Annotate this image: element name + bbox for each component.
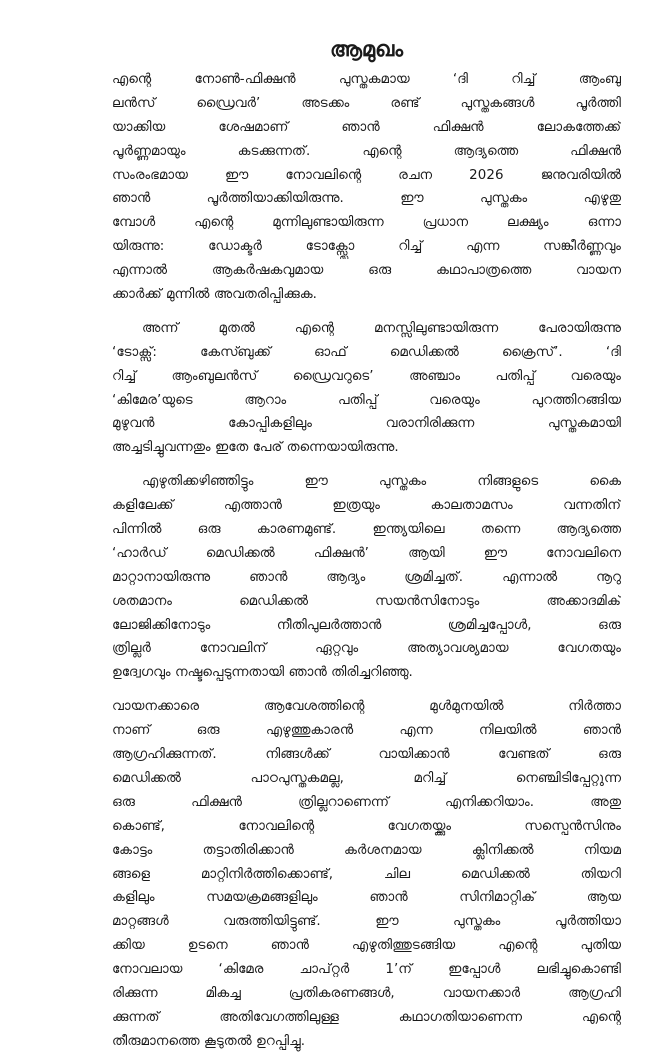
- text-line: എന്റെ നോൺ-ഫിക്ഷൻ പുസ്തകമായ ‘ദി റിച്ച് ആംബു: [112, 72, 621, 87]
- text-line: മുഴുവൻ കോപ്പികളിലും വരാനിരിക്കുന്ന പുസ്തകമായി: [112, 416, 621, 432]
- text-line: ആഗ്രഹിക്കുന്നത്. നിങ്ങൾക്ക് വായിക്കാൻ വേണ്ടത് ഒരു: [112, 747, 621, 763]
- text-line: ‘ഹാർഡ് മെഡിക്കൽ ഫിക്ഷൻ’ ആയി ഈ നോവലിനെ: [112, 545, 621, 561]
- text-line: ഒരു ഫിക്ഷൻ ത്രില്ലറാണെന്ന് എനിക്കറിയാം. അതു: [112, 794, 621, 810]
- text-line: മ്പോൾ എന്റെ മുന്നിലുണ്ടായിരുന്ന പ്രധാന ലക്ഷ്യം ഒന്നാ: [112, 215, 621, 231]
- text-line: മാറ്റങ്ങൾ വരുത്തിയിട്ടുണ്ട്. ഈ പുസ്തകം പൂർത്തിയാ: [112, 914, 621, 930]
- text-line: വായനക്കാരെ ആവേശത്തിന്റെ മുൾമുനയിൽ നിർത്താ: [112, 699, 621, 715]
- text-line: നാണ് ഒരു എഴുത്തുകാരൻ എന്ന നിലയിൽ ഞാൻ: [112, 723, 621, 739]
- text-line: പിന്നിൽ ഒരു കാരണമുണ്ട്. ഇന്ത്യയിലെ തന്നെ ആദ്യത്തെ: [112, 522, 621, 538]
- text-line: റിച്ച് ആംബുലൻസ് ഡ്രൈവറുടെ’ അഞ്ചാം പതിപ്പ് വരെയും: [112, 368, 621, 384]
- text-line: ‘ടോക്സ്: കേസ്ബുക്ക് ഓഫ് മെഡിക്കൽ ക്രൈസ്’. ‘ദി: [112, 344, 621, 360]
- text-line: ക്കിയ ഉടനെ ഞാൻ എഴുതിത്തുടങ്ങിയ എന്റെ പുതിയ: [112, 938, 621, 954]
- text-line: ത്രില്ലർ നോവലിന് ഏറ്റവും അത്യാവശ്യമായ വേഗതയും: [112, 641, 621, 657]
- page-title: ആമുഖം: [329, 37, 404, 61]
- text-line: യാക്കിയ ശേഷമാണ് ഞാൻ ഫിക്ഷൻ ലോകത്തേക്ക്: [112, 119, 621, 135]
- paragraph: [112, 68, 621, 307]
- text-line: ഉദ്വേഗവും നഷ്ടപ്പെടുന്നതായി ഞാൻ തിരിച്ചറിഞ്ഞു.: [112, 665, 413, 681]
- text-line: ക്കാർക്ക് മുന്നിൽ അവതരിപ്പിക്കുക.: [112, 287, 317, 303]
- text-line: യിരുന്നു: ഡോക്ടർ ടോക്സ്ലോ റിച്ച് എന്ന സങ്കീർണ്ണവും: [112, 239, 621, 255]
- text-line: കളിലേക്ക് എത്താൻ ഇത്രയും കാലതാമസം വന്നതിന്: [112, 498, 621, 514]
- text-line: ‘കിമേര’യുടെ ആറാം പതിപ്പ് വരെയും പുറത്തിറങ്ങിയ: [112, 392, 621, 408]
- text-line: എന്നാൽ ആകർഷകവുമായ ഒരു കഥാപാത്രത്തെ വായന: [112, 263, 621, 279]
- paragraph: [112, 317, 621, 460]
- text-line: ങ്ങളെ മാറ്റിനിർത്തിക്കൊണ്ട്, ചില മെഡിക്കൽ തിയറി: [112, 866, 621, 882]
- text-line: മാറ്റാനായിരുന്നു ഞാൻ ആദ്യം ശ്രമിച്ചത്. എന്നാൽ നൂറു: [112, 569, 621, 585]
- text-line: ഞാൻ പൂർത്തിയാക്കിയിരുന്നു. ഈ പുസ്തകം എഴുതു: [112, 191, 621, 207]
- text-line: ശതമാനം മെഡിക്കൽ സയൻസിനോടും അക്കാദമിക്: [112, 593, 621, 609]
- text-line: കളിലും സമയക്രമങ്ങളിലും ഞാൻ സിനിമാറ്റിക് ആയ: [112, 890, 621, 906]
- text-line: നോവലായ ‘കിമേര ചാപ്റ്റർ 1’ന് ഇപ്പോൾ ലഭിച്ചുകൊണ്ടി: [112, 962, 621, 978]
- text-line: എഴുതിക്കഴിഞ്ഞിട്ടും ഈ പുസ്തകം നിങ്ങളുടെ കൈ: [142, 474, 621, 490]
- text-line: കോട്ടം തട്ടാതിരിക്കാൻ കർശനമായ ക്ലിനിക്കൽ നിയമ: [112, 842, 621, 858]
- text-line: കൊണ്ട്, നോവലിന്റെ വേഗതയ്ക്കും സസ്പെൻസിനും: [112, 818, 621, 834]
- text-line: മെഡിക്കൽ പാഠപുസ്തകമല്ല, മറിച്ച് നെഞ്ചിടിപ്പേറ്റുന്ന: [112, 770, 621, 786]
- paragraph: [112, 470, 621, 685]
- text-line: തീരുമാനത്തെ കൂടുതൽ ഉറപ്പിച്ചു.: [112, 1033, 306, 1049]
- text-line: അച്ചടിച്ചുവന്നതും ഇതേ പേര് തന്നെയായിരുന്നു.: [112, 440, 399, 456]
- text-line: ലോജിക്കിനോടും നീതിപുലർത്താൻ ശ്രമിച്ചപ്പോൾ, ഒരു: [112, 617, 621, 633]
- text-line: പൂർണ്ണമായും കടക്കുന്നത്. എന്റെ ആദ്യത്തെ ഫിക്ഷൻ: [112, 143, 621, 159]
- text-line: സംരംഭമായ ഈ നോവലിന്റെ രചന 2026 ജനുവരിയിൽ: [112, 167, 621, 183]
- text-line: രിക്കുന്ന മികച്ച പ്രതികരണങ്ങൾ, വായനക്കാർ ആഗ്രഹി: [112, 985, 621, 1001]
- text-line: ലൻസ് ഡ്രൈവർ’ അടക്കം രണ്ട് പുസ്തകങ്ങൾ പൂർത്തി: [112, 95, 621, 111]
- text-line: ക്കുന്നത് അതിവേഗത്തിലുള്ള കഥാഗതിയാണെന്ന എന്റെ: [112, 1009, 621, 1025]
- body-text: [112, 68, 621, 1054]
- text-line: അന്ന് മുതൽ എന്റെ മനസ്സിലുണ്ടായിരുന്ന പേരായിരുന്നു: [142, 320, 621, 336]
